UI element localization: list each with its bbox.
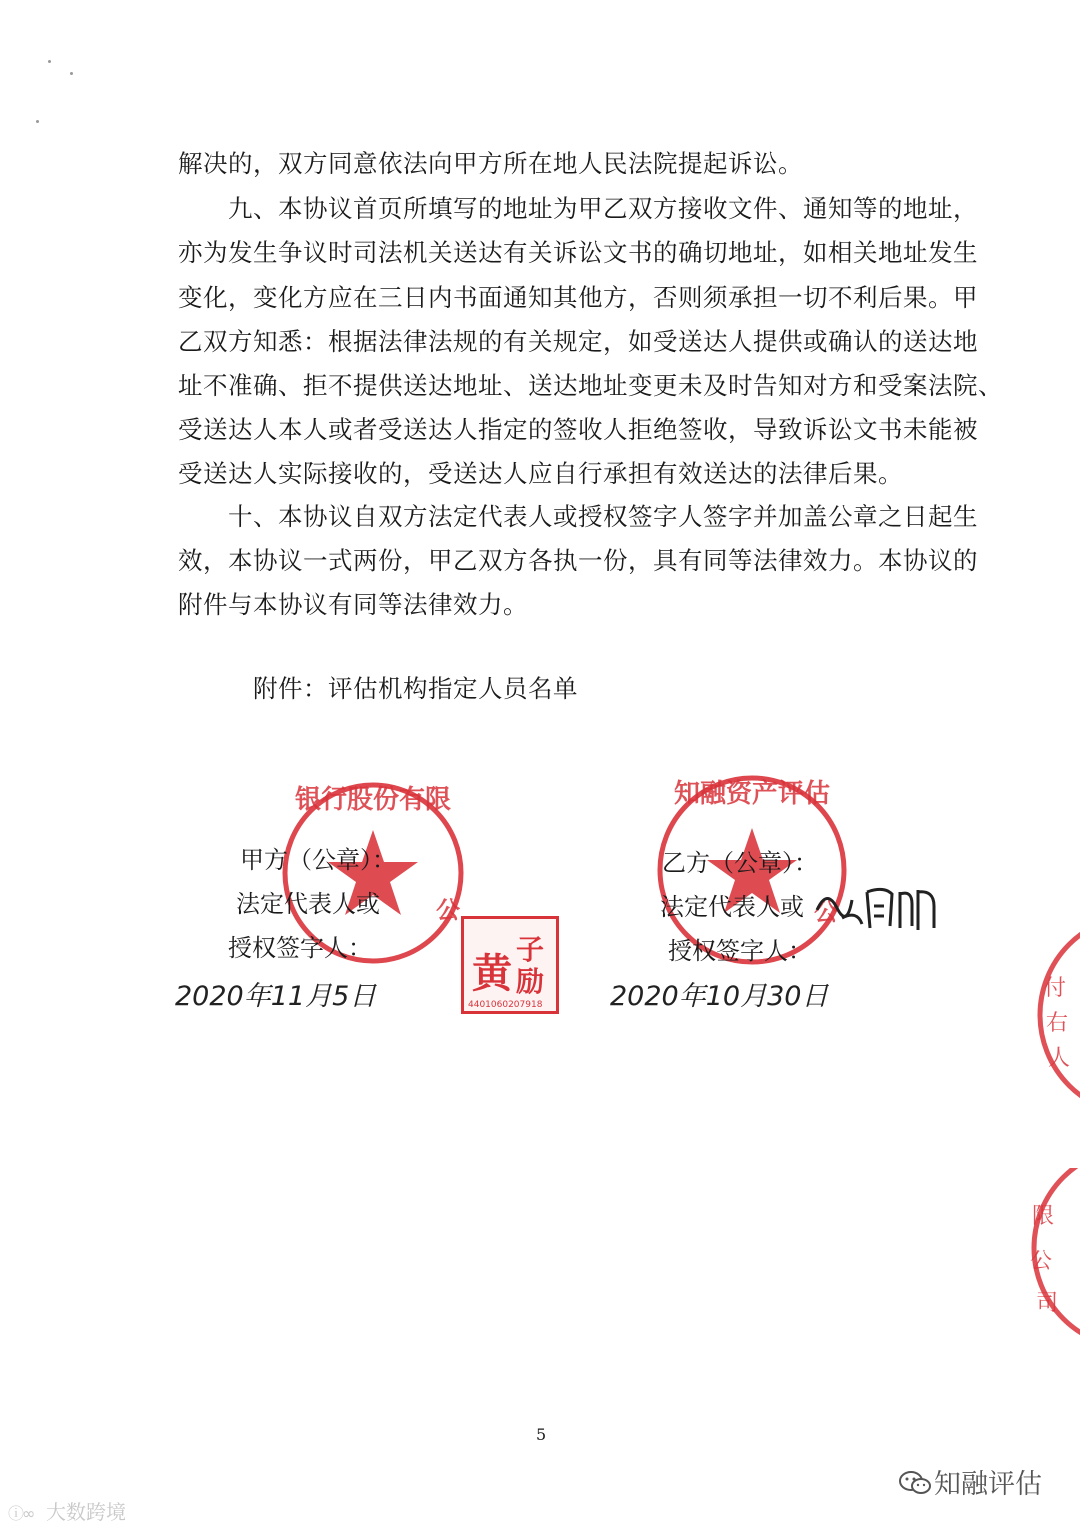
- svg-text:公: 公: [436, 895, 460, 924]
- page-number: 5: [536, 1425, 547, 1444]
- paragraph-line: 亦为发生争议时司法机关送达有关诉讼文书的确切地址，如相关地址发生: [178, 238, 978, 267]
- party-a-date: 2020年11月5日: [175, 981, 377, 1012]
- paragraph-line: 变化，变化方应在三日内书面通知其他方，否则须承担一切不利后果。甲: [178, 283, 978, 312]
- svg-text:黄: 黄: [472, 950, 512, 997]
- paragraph-line: 九、本协议首页所填写的地址为甲乙双方接收文件、通知等的地址，: [178, 194, 978, 223]
- svg-text:司: 司: [1036, 1291, 1059, 1316]
- paragraph-line: 十、本协议自双方法定代表人或授权签字人签字并加盖公章之日起生: [178, 502, 978, 531]
- paragraph-line: 解决的，双方同意依法向甲方所在地人民法院提起诉讼。: [178, 149, 803, 178]
- edge-partial-seal: [1030, 925, 1080, 1105]
- party-a-personal-seal: [461, 916, 559, 1014]
- party-a-rep-label: 法定代表人或: [236, 890, 380, 918]
- paragraph-line: 效，本协议一式两份，甲乙双方各执一份，具有同等法律效力。本协议的: [178, 546, 978, 575]
- party-a-seal-label: 甲方（公章）：: [240, 846, 396, 874]
- personal-seal-glyphs: [464, 919, 556, 1011]
- paragraph-line: 受送达人实际接收的，受送达人应自行承担有效送达的法律后果。: [178, 459, 903, 488]
- party-b-rep-label: 法定代表人或: [660, 893, 804, 921]
- watermark-logo-icon: ⓘ∞: [8, 1504, 34, 1523]
- party-b-handwritten-signature: [812, 880, 947, 940]
- attachment-note: 附件：评估机构指定人员名单: [253, 674, 578, 703]
- svg-text:右: 右: [1046, 1011, 1069, 1036]
- watermark-left-text: 大数跨境: [46, 1500, 126, 1524]
- svg-text:4401060207918: 4401060207918: [468, 1000, 543, 1010]
- party-b-signer-label: 授权签字人：: [668, 937, 812, 965]
- paragraph-line: 乙双方知悉：根据法律法规的有关规定，如受送达人提供或确认的送达地: [178, 327, 978, 356]
- scan-speck: [70, 72, 73, 75]
- wechat-glyph: [898, 1469, 932, 1497]
- watermark-right: [898, 1462, 1042, 1501]
- svg-text:公: 公: [814, 897, 838, 926]
- svg-text:子: 子: [516, 933, 545, 966]
- svg-text:限: 限: [1032, 1204, 1055, 1229]
- watermark-right-text: 知融评估: [934, 1469, 1042, 1500]
- wechat-icon: [898, 1469, 934, 1497]
- svg-text:公: 公: [1030, 1249, 1053, 1274]
- paragraph-line: 址不准确、拒不提供送达地址、送达地址变更未及时告知对方和受案法院、: [178, 371, 1003, 400]
- party-b-seal-label: 乙方（公章）：: [662, 849, 818, 877]
- svg-text:励: 励: [516, 965, 545, 998]
- svg-text:银行股份有限: 银行股份有限: [294, 785, 452, 815]
- paragraph-line: 受送达人本人或者受送达人指定的签收人拒绝签收，导致诉讼文书未能被: [178, 415, 978, 444]
- scan-speck: [48, 60, 51, 63]
- party-a-signer-label: 授权签字人：: [228, 934, 372, 962]
- party-b-date: 2020年10月30日: [610, 981, 829, 1012]
- svg-text:付: 付: [1044, 976, 1067, 1001]
- svg-text:知融资产评估: 知融资产评估: [673, 779, 831, 809]
- svg-text:人: 人: [1048, 1046, 1071, 1071]
- watermark-left: [8, 1496, 126, 1525]
- scan-speck: [36, 120, 39, 123]
- edge-partial-seal: [1014, 1168, 1080, 1343]
- paragraph-line: 附件与本协议有同等法律效力。: [178, 590, 528, 619]
